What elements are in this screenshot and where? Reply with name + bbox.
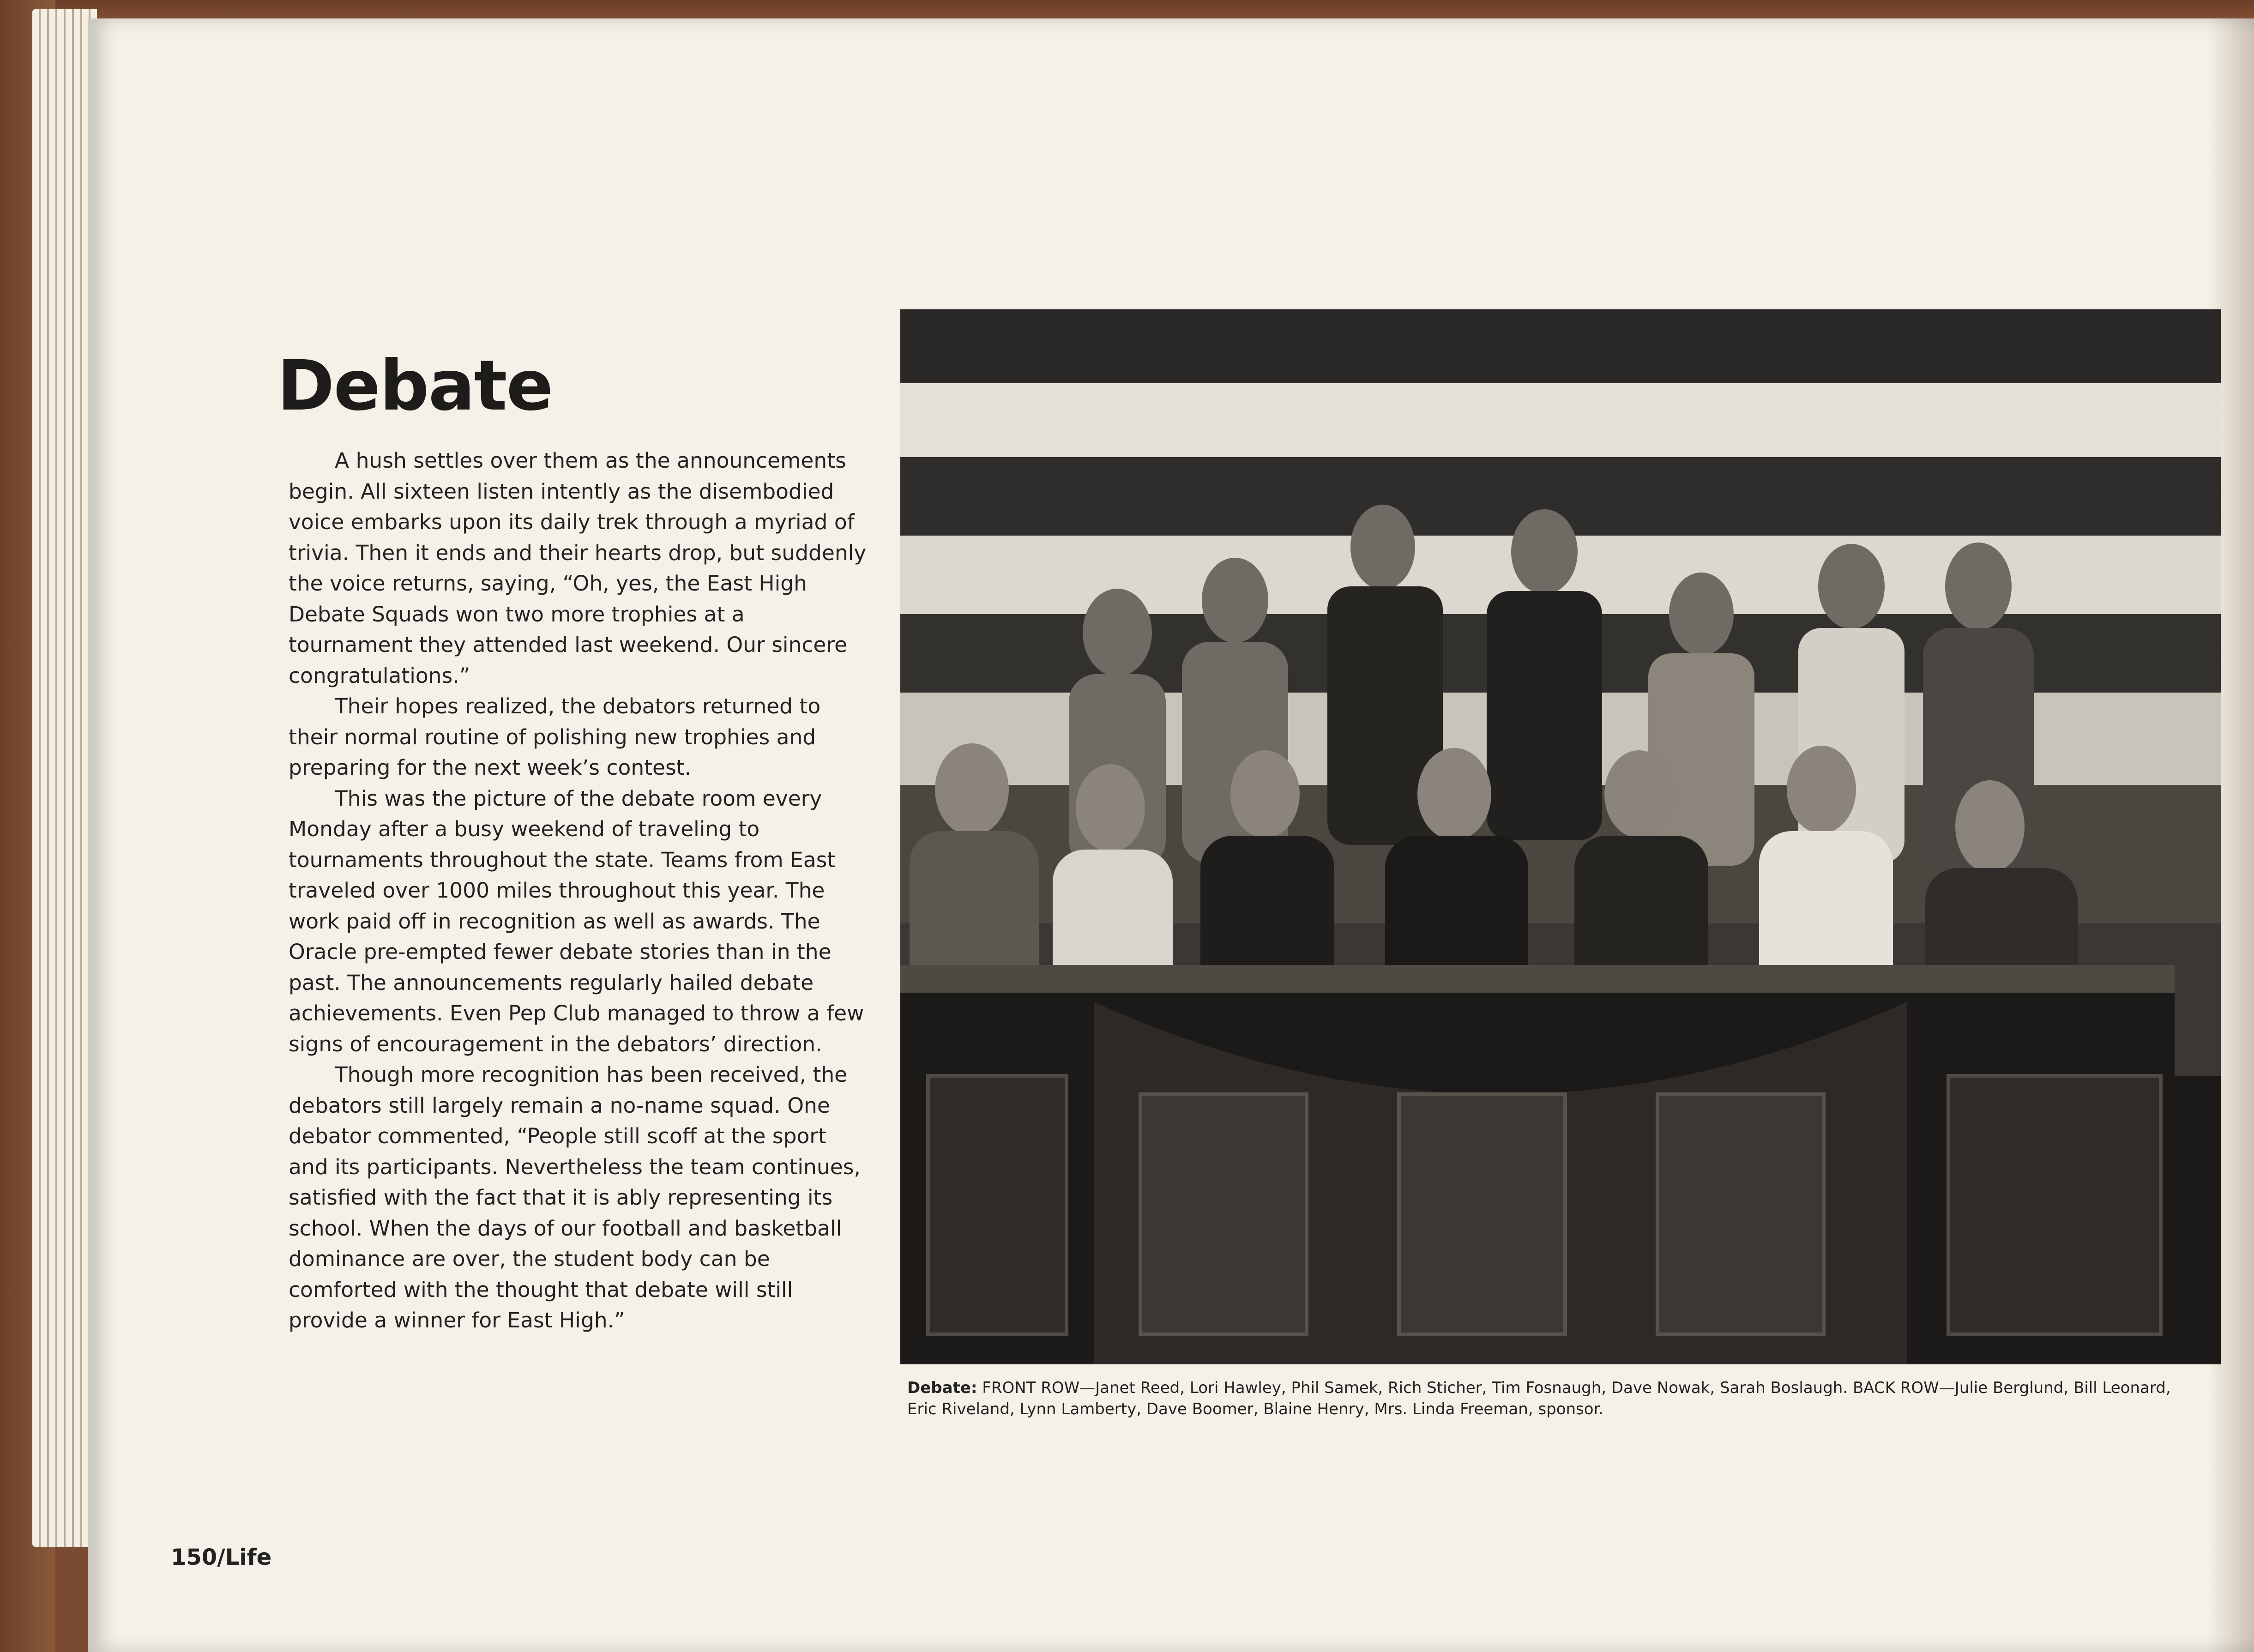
team-photo-illustration [900, 309, 2221, 1364]
article-paragraph: Though more recognition has been received, the debators still largely remain a no-name squad. One debator commented, “People still scoff at the sport and its participants. Nevertheless the team continues, satisfied with the fact that it is ably representing its school. When the days of our football and basketball dominance are over, the student body can be comforted with the thought that debate will still provide a winner for East High.” [289, 1062, 861, 1332]
team-photo [900, 309, 2221, 1364]
article-paragraph: Their hopes realized, the debators returned to their normal routine of polishing new trophies and preparing for the next week’s contest. [289, 694, 821, 780]
article-paragraph: A hush settles over them as the announcements begin. All sixteen listen intently as the disembodied voice embarks upon its daily trek through a myriad of trivia. Then it ends and their hearts drop, but suddenly the voice returns, saying, “Oh, yes, the East High Debate Squads won two more trophies at a tournament they attended last weekend. Our sincere congratulations.” [289, 448, 867, 688]
caption-label: Debate: [907, 1379, 977, 1397]
page-number: 150/Life [171, 1544, 272, 1570]
photo-caption [907, 1377, 2205, 1420]
article-body [289, 446, 868, 1336]
article-paragraph: This was the picture of the debate room every Monday after a busy weekend of traveling to tournaments throughout the state. Teams from East traveled over 1000 miles throughout this year. The work paid off in recognition as well as awards. The Oracle pre-empted fewer debate stories than in the past. The announcements regularly hailed debate achievements. Even Pep Club managed to throw a few signs of encouragement in the debators’ direction. [289, 786, 864, 1056]
caption-text: FRONT ROW—Janet Reed, Lori Hawley, Phil Samek, Rich Sticher, Tim Fosnaugh, Dave Nowak, Sarah Boslaugh. BACK ROW—Julie Berglund, Bill Leonard, Eric Riveland, Lynn Lamberty, Dave Boomer, Blaine Henry, Mrs. Linda Freeman, sponsor. [907, 1379, 2171, 1418]
page-title: Debate [277, 345, 553, 426]
page-edges [32, 9, 97, 1547]
